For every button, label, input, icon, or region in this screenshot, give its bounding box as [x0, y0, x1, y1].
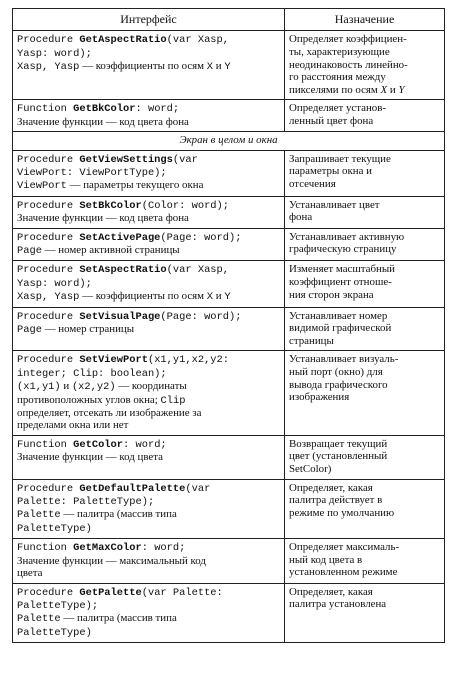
- header-row: [13, 9, 445, 31]
- text-segment: X: [206, 61, 214, 74]
- interface-line: [17, 586, 280, 599]
- text-segment: Procedure: [17, 586, 80, 599]
- interface-cell: [13, 228, 285, 261]
- section-heading: Экран в целом и окна: [13, 132, 445, 150]
- interface-line: [17, 231, 280, 244]
- text-segment: Function: [17, 103, 74, 116]
- text-segment: ViewPort: ViewPortType);: [17, 167, 167, 179]
- routine-name: GetBkColor: [73, 103, 136, 116]
- interface-line: [17, 555, 280, 567]
- text-segment: пикселями по осям: [289, 83, 381, 96]
- text-segment: Palette: PaletteType);: [17, 496, 155, 509]
- text-segment: Возвращает текущий: [289, 437, 388, 450]
- text-segment: Изменяет масштабный: [289, 263, 396, 276]
- purpose-line: [289, 231, 440, 244]
- text-segment: (x1,y1,x2,y2:: [147, 354, 230, 367]
- purpose-cell: [285, 351, 445, 435]
- interface-cell: [13, 351, 285, 435]
- routine-name: SetBkColor: [79, 199, 142, 212]
- interface-line: [17, 599, 280, 612]
- table-row: [13, 261, 445, 307]
- purpose-line: [289, 450, 440, 463]
- interface-line: [17, 244, 280, 257]
- text-segment: Procedure: [17, 482, 80, 495]
- text-segment: Определяет коэффициен-: [289, 33, 407, 46]
- purpose-line: [289, 494, 440, 507]
- text-segment: Xasp, Yasp: [17, 291, 80, 304]
- reference-table: [12, 8, 445, 643]
- text-segment: Procedure: [17, 310, 80, 323]
- purpose-line: [289, 153, 440, 166]
- purpose-cell: [285, 150, 445, 196]
- purpose-line: [289, 289, 440, 302]
- interface-line: [17, 353, 280, 366]
- purpose-line: [289, 482, 440, 495]
- interface-line: [17, 495, 280, 508]
- routine-name: GetMaxColor: [73, 542, 142, 555]
- purpose-line: [289, 507, 440, 520]
- routine-name: GetDefaultPalette: [79, 482, 186, 495]
- interface-column-header: Интерфейс: [13, 9, 285, 31]
- interface-line: [17, 323, 280, 336]
- interface-line: [17, 451, 280, 463]
- text-segment: (var Xasp,: [166, 34, 230, 47]
- text-segment: Значение функции — код цвета фона: [17, 212, 189, 225]
- text-segment: PaletteType): [17, 626, 92, 639]
- purpose-line: [289, 46, 440, 59]
- interface-line: [17, 116, 280, 128]
- text-segment: (Page: word);: [160, 231, 242, 244]
- interface-line: [17, 199, 280, 212]
- purpose-line: [289, 84, 440, 97]
- purpose-line: [289, 379, 440, 392]
- interface-line: [17, 47, 280, 60]
- text-segment: параметры окна и: [289, 165, 372, 178]
- purpose-line: [289, 598, 440, 611]
- interface-line: [17, 394, 280, 407]
- text-segment: — палитра (массив типа: [60, 508, 177, 521]
- text-segment: integer; Clip: boolean);: [17, 367, 167, 380]
- purpose-line: [289, 59, 440, 72]
- text-segment: видимой графической: [289, 322, 392, 335]
- text-segment: цвет (установленный: [289, 450, 388, 463]
- text-segment: — номер активной страницы: [41, 244, 180, 257]
- interface-line: [17, 310, 280, 323]
- interface-cell: [13, 100, 285, 132]
- purpose-cell: [285, 307, 445, 351]
- text-segment: фона: [289, 211, 313, 224]
- purpose-line: [289, 276, 440, 289]
- interface-line: [17, 438, 280, 451]
- text-segment: PaletteType): [17, 522, 92, 535]
- text-segment: противоположных углов окна;: [17, 393, 161, 406]
- text-segment: Устанавливает цвет: [289, 198, 380, 211]
- text-segment: SetColor): [289, 463, 332, 476]
- text-segment: Procedure: [17, 34, 80, 47]
- table-row: [13, 31, 445, 100]
- text-segment: Palette: [17, 509, 61, 522]
- interface-line: [17, 508, 280, 521]
- text-segment: — координаты: [115, 380, 187, 393]
- purpose-line: [289, 353, 440, 366]
- interface-line: [17, 33, 280, 46]
- text-segment: ния сторон экрана: [289, 288, 374, 301]
- text-segment: Устанавливает активную: [289, 230, 405, 243]
- interface-line: [17, 367, 280, 380]
- purpose-line: [289, 463, 440, 476]
- text-segment: X: [380, 83, 388, 96]
- text-segment: : word;: [135, 103, 180, 116]
- text-segment: Procedure: [17, 153, 80, 166]
- text-segment: и: [213, 60, 225, 73]
- text-segment: Определяет, какая: [289, 481, 373, 494]
- interface-cell: [13, 479, 285, 539]
- text-segment: PaletteType);: [17, 599, 99, 612]
- text-segment: — номер страницы: [41, 323, 135, 336]
- purpose-line: [289, 554, 440, 567]
- routine-name: SetVisualPage: [79, 310, 161, 323]
- interface-cell: [13, 307, 285, 351]
- table-row: [13, 100, 445, 132]
- text-segment: (var: [172, 153, 198, 166]
- purpose-cell: [285, 435, 445, 479]
- interface-line: [17, 212, 280, 224]
- text-segment: го расстояния между: [289, 71, 386, 84]
- routine-name: GetViewSettings: [79, 153, 173, 166]
- table-row: [13, 351, 445, 435]
- text-segment: — палитра (массив типа: [60, 612, 177, 625]
- text-segment: палитра действует в: [289, 494, 383, 507]
- purpose-line: [289, 263, 440, 276]
- purpose-line: [289, 541, 440, 554]
- purpose-cell: [285, 583, 445, 643]
- text-segment: Procedure: [17, 199, 80, 212]
- text-segment: Clip: [160, 394, 186, 407]
- interface-line: [17, 541, 280, 554]
- purpose-line: [289, 199, 440, 212]
- text-segment: страницы: [289, 334, 334, 347]
- text-segment: Procedure: [17, 354, 80, 367]
- interface-line: [17, 277, 280, 290]
- routine-name: GetColor: [73, 438, 124, 451]
- purpose-line: [289, 366, 440, 379]
- purpose-cell: [285, 479, 445, 539]
- interface-line: [17, 626, 280, 639]
- purpose-cell: [285, 100, 445, 132]
- table-row: [13, 150, 445, 196]
- interface-line: [17, 482, 280, 495]
- text-segment: Значение функции — код цвета фона: [17, 115, 189, 128]
- table-row: [13, 479, 445, 539]
- text-segment: Y: [224, 61, 231, 74]
- interface-line: [17, 263, 280, 276]
- text-segment: режиме по умолчанию: [289, 506, 395, 519]
- text-segment: и: [387, 83, 399, 96]
- text-segment: цвета: [17, 567, 43, 580]
- text-segment: Page: [17, 245, 42, 258]
- interface-line: [17, 153, 280, 166]
- interface-cell: [13, 261, 285, 307]
- text-segment: палитра установлена: [289, 598, 387, 611]
- text-segment: определяет, отсекать ли изображение за: [17, 407, 202, 420]
- table-row: [13, 539, 445, 583]
- purpose-line: [289, 178, 440, 191]
- routine-name: GetAspectRatio: [79, 34, 167, 47]
- text-segment: изображения: [289, 391, 350, 404]
- routine-name: SetAspectRatio: [79, 264, 167, 277]
- purpose-line: [289, 165, 440, 178]
- routine-name: SetViewPort: [79, 354, 148, 367]
- interface-cell: [13, 583, 285, 643]
- text-segment: : word;: [123, 438, 167, 451]
- purpose-cell: [285, 228, 445, 261]
- purpose-line: [289, 211, 440, 224]
- purpose-line: [289, 438, 440, 451]
- text-segment: — коэффициенты по осям: [79, 290, 207, 303]
- text-segment: (Page: word);: [160, 310, 242, 323]
- purpose-line: [289, 586, 440, 599]
- text-segment: ViewPort: [17, 180, 67, 193]
- text-segment: графическую страницу: [289, 243, 397, 256]
- text-segment: Yasp: word);: [17, 47, 92, 60]
- purpose-cell: [285, 261, 445, 307]
- text-segment: : word;: [141, 542, 186, 555]
- purpose-cell: [285, 539, 445, 583]
- purpose-line: [289, 391, 440, 404]
- table-row: [13, 583, 445, 643]
- interface-line: [17, 380, 280, 393]
- text-segment: Procedure: [17, 264, 80, 277]
- text-segment: Function: [17, 542, 74, 555]
- interface-line: [17, 522, 280, 535]
- text-segment: пределами окна или нет: [17, 419, 129, 432]
- routine-name: GetPalette: [79, 586, 142, 599]
- table-body: [13, 31, 445, 643]
- text-segment: Palette: [17, 613, 61, 626]
- text-segment: Определяет максималь-: [289, 541, 400, 554]
- purpose-line: [289, 322, 440, 335]
- text-segment: Procedure: [17, 231, 80, 244]
- purpose-line: [289, 115, 440, 128]
- interface-line: [17, 567, 280, 579]
- text-segment: коэффициент отноше-: [289, 276, 392, 289]
- text-segment: Определяет, какая: [289, 585, 373, 598]
- table-row: [13, 228, 445, 261]
- text-segment: установленном режиме: [289, 566, 398, 579]
- text-segment: отсечения: [289, 177, 336, 190]
- interface-cell: [13, 196, 285, 228]
- text-segment: (var: [185, 482, 211, 495]
- purpose-cell: [285, 196, 445, 228]
- interface-line: [17, 179, 280, 192]
- interface-line: [17, 290, 280, 303]
- purpose-line: [289, 243, 440, 256]
- text-segment: (x1,y1): [17, 381, 61, 394]
- table-row: [13, 196, 445, 228]
- purpose-column-header: Назначение: [285, 9, 445, 31]
- text-segment: Page: [17, 324, 42, 337]
- text-segment: X: [206, 291, 214, 304]
- interface-cell: [13, 435, 285, 479]
- interface-cell: [13, 539, 285, 583]
- text-segment: Запрашивает текущие: [289, 152, 391, 165]
- purpose-line: [289, 566, 440, 579]
- text-segment: и: [213, 290, 225, 303]
- text-segment: ты, характеризующие: [289, 46, 390, 58]
- text-segment: (Color: word);: [141, 199, 230, 212]
- text-segment: ный порт (окно) для: [289, 366, 383, 379]
- text-segment: Определяет установ-: [289, 102, 387, 115]
- purpose-line: [289, 71, 440, 84]
- text-segment: Yasp: word);: [17, 277, 92, 290]
- table-row: [13, 435, 445, 479]
- purpose-line: [289, 33, 440, 46]
- purpose-line: [289, 335, 440, 348]
- routine-name: SetActivePage: [79, 231, 161, 244]
- text-segment: (var Xasp,: [166, 264, 230, 277]
- text-segment: — коэффициенты по осям: [79, 60, 207, 73]
- text-segment: Устанавливает визуаль-: [289, 353, 399, 366]
- text-segment: — параметры текущего окна: [66, 179, 204, 192]
- text-segment: и: [60, 380, 72, 393]
- interface-cell: [13, 150, 285, 196]
- text-segment: Function: [17, 438, 74, 451]
- table-row: [13, 307, 445, 351]
- purpose-line: [289, 310, 440, 323]
- text-segment: вывода графического: [289, 378, 388, 391]
- interface-line: [17, 419, 280, 431]
- text-segment: ный код цвета в: [289, 553, 363, 566]
- text-segment: (x2,y2): [71, 381, 116, 394]
- interface-line: [17, 166, 280, 179]
- interface-line: [17, 60, 280, 73]
- purpose-cell: [285, 31, 445, 100]
- text-segment: ленный цвет фона: [289, 114, 374, 127]
- interface-cell: [13, 31, 285, 100]
- text-segment: Значение функции — максимальный код: [17, 554, 206, 567]
- section-row: [13, 132, 445, 150]
- text-segment: Значение функции — код цвета: [17, 451, 163, 464]
- text-segment: Устанавливает номер: [289, 309, 388, 322]
- interface-line: [17, 407, 280, 419]
- text-segment: Y: [398, 83, 405, 96]
- text-segment: (var Palette:: [141, 586, 223, 599]
- interface-line: [17, 102, 280, 115]
- interface-line: [17, 612, 280, 625]
- purpose-line: [289, 102, 440, 115]
- text-segment: неодинаковость линейно-: [289, 58, 408, 71]
- text-segment: Y: [224, 291, 231, 304]
- text-segment: Xasp, Yasp: [17, 61, 80, 74]
